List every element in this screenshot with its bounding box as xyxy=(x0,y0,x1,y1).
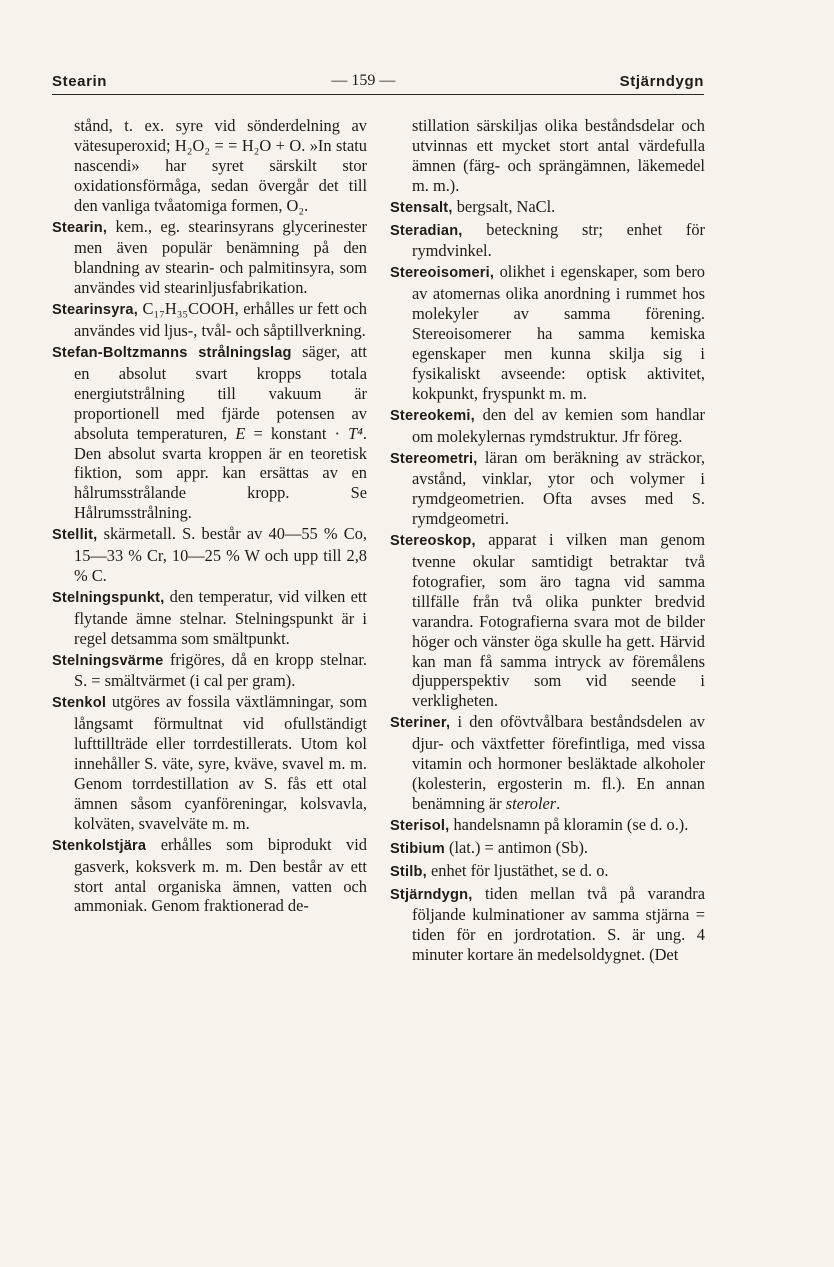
entry-steriner xyxy=(390,712,705,814)
entry-stefan-boltzmann xyxy=(52,342,367,523)
entry-stearinsyra xyxy=(52,299,367,341)
page-number: — 159 — xyxy=(331,72,396,89)
headword: Stibium xyxy=(390,840,445,857)
definition: beteckning str; enhet för rymdvinkel. xyxy=(412,219,705,261)
entry-steradian xyxy=(390,220,705,262)
headword: Stenkol xyxy=(52,695,107,712)
headword: Stilb, xyxy=(390,863,427,880)
entry-stelningspunkt xyxy=(52,587,367,649)
definition: den temperatur, vid vilken ett flytande ämne stelnar. Stelningspunkt är i regel detsamma som smältpunkt. xyxy=(74,586,367,648)
definition: (lat.) = antimon (Sb). xyxy=(444,837,588,857)
headword: Steriner, xyxy=(390,715,451,732)
definition-part: i den ofövtvålbara beståndsdelen av djur- och växtfetter förefintliga, med vissa vitamin och hormoner besläktade alkoholer (kolesterin, ergosterin m. fl.). En annan benämning är xyxy=(412,712,705,813)
headword: Stearin, xyxy=(52,219,108,236)
headword: Stelningspunkt, xyxy=(52,589,165,606)
entry-stearin xyxy=(52,217,367,299)
definition: kem., eg. stearinsyrans glycerinester men även populär benämning på den blandning av stearin- och palmitinsyra, som användes vid stearinljusfabrikation. xyxy=(74,216,367,298)
definition: bergsalt, NaCl. xyxy=(452,196,556,216)
entry-stelningsvarme xyxy=(52,650,367,692)
headword: Stereometri, xyxy=(390,450,478,467)
entry-stibium xyxy=(390,838,705,860)
entry-stereoskop xyxy=(390,530,705,711)
italic-term: steroler xyxy=(505,793,557,813)
definition: tiden mellan två på varandra följande kulminationer av samma stjärna = tiden för en jordrotation. S. är ung. 4 minuter kortare än medelsoldygnet. (Det xyxy=(412,883,705,965)
headword: Stereokemi, xyxy=(390,407,475,424)
continued-text: stånd, t. ex. syre vid sönderdelning av vätesuperoxid; H₂O₂ = = H₂O + O. »In statu nascendi» har syret särskilt stor oxidationsförmåga, sedan övergår det till den vanliga tvåatomiga formen, O₂. xyxy=(74,116,367,215)
headword: Steradian, xyxy=(390,222,463,239)
entry-stjarndygn xyxy=(390,884,705,966)
definition: utgöres av fossila växtlämningar, som långsamt förmultnat vid ofullständigt lufttillträde eller torrdestillerats. Utom kol innehåller S. väte, syre, kväve, svavel m. m. Genom torrdestillation av S. fås ett otal ämnen såsom cyanföreningar, kolsvavla, kolväten, svavelväte m. m. xyxy=(74,692,367,833)
entry-stereoisomeri xyxy=(390,262,705,403)
entry-stenkolstjara xyxy=(52,835,367,917)
headword: Stensalt, xyxy=(390,199,453,216)
definition-part: . Den absolut svarta kroppen är en teoretisk fiktion, som appr. kan ersättas av en hålrumsstrålande kropp. Se Hålrumsstrålning. xyxy=(74,423,367,523)
definition: den del av kemien som handlar om molekylernas rymdstruktur. Jfr föreg. xyxy=(412,404,705,446)
definition: enhet för ljustäthet, se d. o. xyxy=(426,860,609,880)
definition: handelsnamn på kloramin (se d. o.). xyxy=(449,814,689,834)
entry-stensalt xyxy=(390,197,705,219)
entry-sterisol xyxy=(390,815,705,837)
headword: Sterisol, xyxy=(390,817,450,834)
definition: skärmetall. S. består av 40—55 % Co, 15—33 % Cr, 10—25 % W och upp till 2,8 % C. xyxy=(74,524,367,585)
definition-part: säger, att en absolut svart kropps totala energiutstrålning till vakuum är proportionell med fjärde potensen av absoluta temperaturen, xyxy=(74,341,367,443)
entry-stereometri xyxy=(390,448,705,530)
formula-symbol: E xyxy=(235,423,246,443)
definition-part: . xyxy=(556,793,561,813)
entry-stilb xyxy=(390,861,705,883)
headword: Stjärndygn, xyxy=(390,886,473,903)
definition-part: = konstant · xyxy=(245,423,349,443)
headword: Stenkolstjära xyxy=(52,837,147,854)
entry-stenkol xyxy=(52,692,367,833)
definition: läran om beräkning av sträckor, avstånd, vinklar, ytor och volymer i rymdgeometrien. Ofta avses med S. rymdgeometri. xyxy=(412,447,705,529)
definition: olikhet i egenskaper, som bero av atomernas olika anordning i rummet hos molekyler av samma förening. Stereoisomerer ha samma kemiska egenskaper men kunna skilja sig i fysikaliskt avseende: optisk aktivitet, kokpunkt, fryspunkt m. m. xyxy=(412,262,705,403)
header-first-word: Stearin xyxy=(52,73,108,90)
definition: frigöres, då en kropp stelnar. S. = smältvärmet (i cal per gram). xyxy=(74,649,367,691)
entry-stereokemi xyxy=(390,405,705,447)
right-column xyxy=(390,116,705,966)
definition: C₁₇H₃₅COOH, erhålles ur fett och användes vid ljus-, tvål- och såptillverkning. xyxy=(74,299,367,341)
headword: Stellit, xyxy=(52,527,98,544)
headword: Stefan-Boltzmanns strålningslag xyxy=(52,344,292,361)
formula-symbol: T⁴ xyxy=(348,423,363,443)
definition: apparat i vilken man genom tvenne okular samtidigt betraktar två fotografier, som äro tagna vid samma tillfälle från två olika punkter bredvid varandra. Fotografierna svara mot de bilder höger och vänster öga skulle ha gett. Härvid kan man få samma intryck av föremålens djupperspektiv som vid seende i verkligheten. xyxy=(412,530,705,711)
headword: Stearinsyra, xyxy=(52,302,138,319)
headword: Stereoisomeri, xyxy=(390,265,495,282)
continued-text: stillation särskiljas olika beståndsdelar och utvinnas ett mycket stort antal värdefulla ämnen (färg- och sprängämnen, läkemedel m. m.). xyxy=(412,116,705,195)
headword: Stelningsvärme xyxy=(52,652,164,669)
header-last-word: Stjärndygn xyxy=(619,73,704,90)
entry-stellit xyxy=(52,524,367,586)
definition: erhålles som biprodukt vid gasverk, koksverk m. m. Den består av ett stort antal organiska ämnen, vatten och ammoniak. Genom fraktionerad de- xyxy=(74,834,367,916)
left-column xyxy=(52,116,367,917)
headword: Stereoskop, xyxy=(390,533,476,550)
running-header xyxy=(52,62,704,95)
